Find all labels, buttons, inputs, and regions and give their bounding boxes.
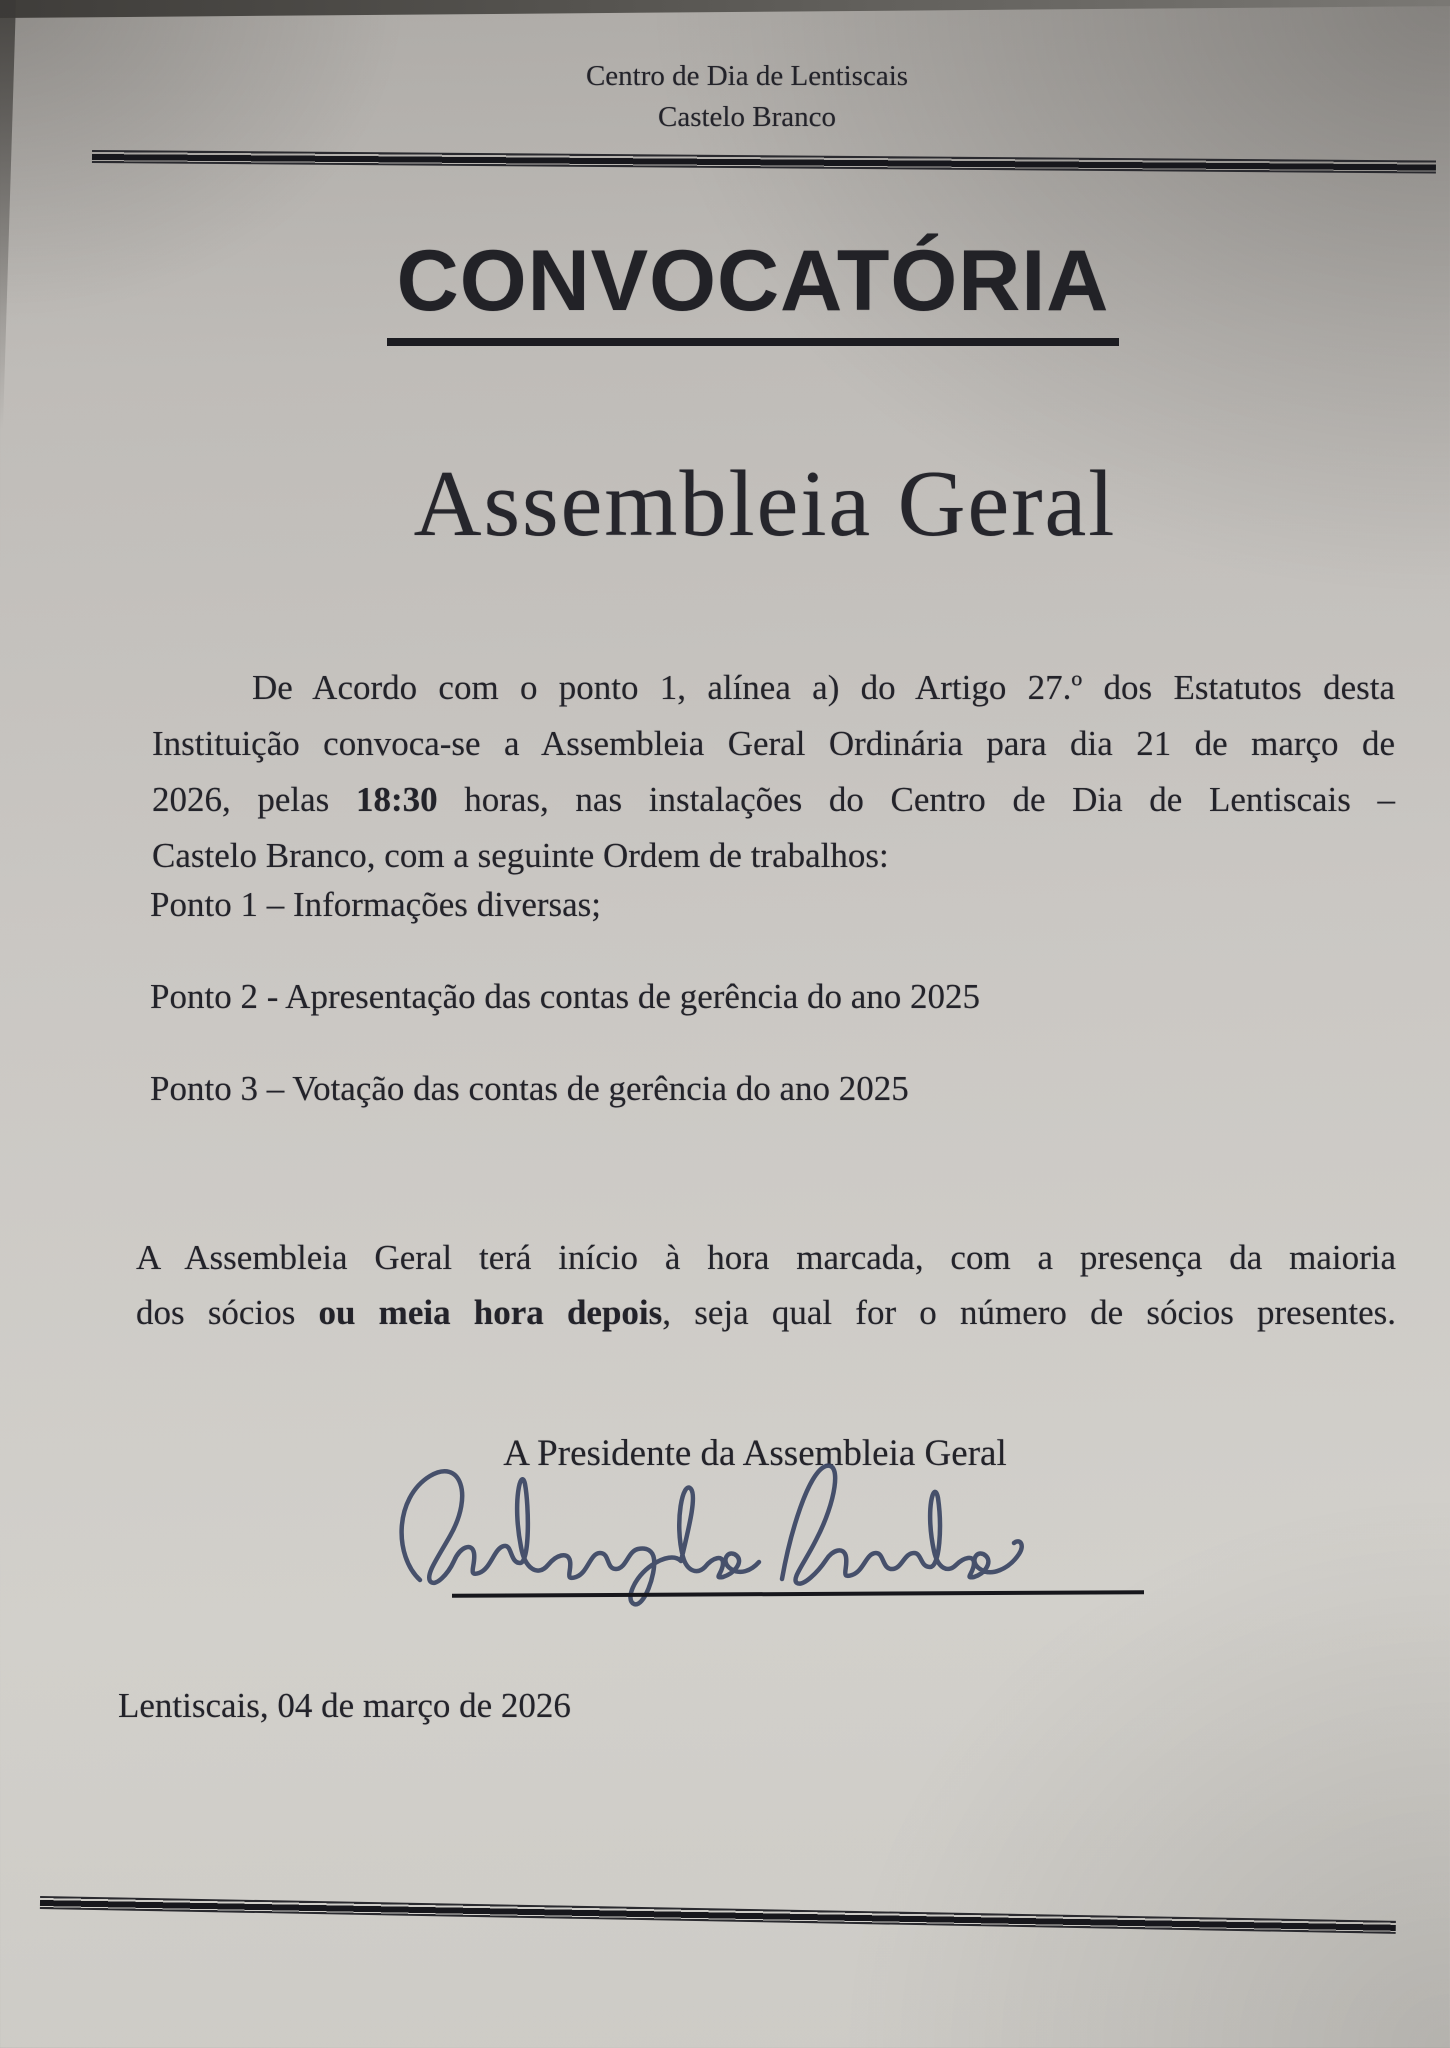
notice-line: A Assembleia Geral terá início à hora marcada, com a presença da maioria	[136, 1238, 1396, 1277]
photo-background-edge-left	[0, 0, 16, 430]
agenda-item-2: Ponto 2 - Apresentação das contas de gerência do ano 2025	[150, 977, 981, 1016]
org-header	[22, 56, 1450, 138]
agenda-item-1: Ponto 1 – Informações diversas;	[150, 885, 602, 924]
agenda-item-3: Ponto 3 – Votação das contas de gerência do ano 2025	[150, 1069, 909, 1108]
date-line: Lentiscais, 04 de março de 2026	[118, 1686, 571, 1725]
photo-background-edge	[0, 0, 1450, 18]
footer-rule	[40, 1896, 1396, 1934]
agenda-list	[150, 884, 980, 1160]
org-name: Centro de Dia de Lentiscais	[585, 60, 909, 92]
intro-paragraph	[152, 660, 1395, 884]
intro-line: De Acordo com o ponto 1, alínea a) do Artigo 27.º dos Estatutos desta	[252, 668, 1395, 707]
signature-stroke-2	[782, 1466, 1022, 1584]
intro-line: Castelo Branco, com a seguinte Ordem de trabalhos:	[152, 836, 889, 875]
notice-line: dos sócios ou meia hora depois, seja qual for o número de sócios presentes.	[136, 1293, 1396, 1332]
title-block	[28, 233, 1450, 346]
header-rule	[92, 150, 1436, 174]
notice-paragraph	[136, 1230, 1396, 1340]
signature-stroke-1	[402, 1471, 759, 1604]
page-subtitle: Assembleia Geral	[413, 452, 1117, 556]
page-title: CONVOCATÓRIA	[387, 236, 1120, 346]
intro-line: 2026, pelas 18:30 horas, nas instalações do Centro de Dia de Lentiscais –	[152, 780, 1395, 819]
intro-line: Instituição convoca-se a Assembleia Geral Ordinária para dia 21 de março de	[152, 724, 1395, 763]
org-location: Castelo Branco	[658, 101, 836, 133]
signoff-line: A Presidente da Assembleia Geral	[503, 1433, 1007, 1474]
